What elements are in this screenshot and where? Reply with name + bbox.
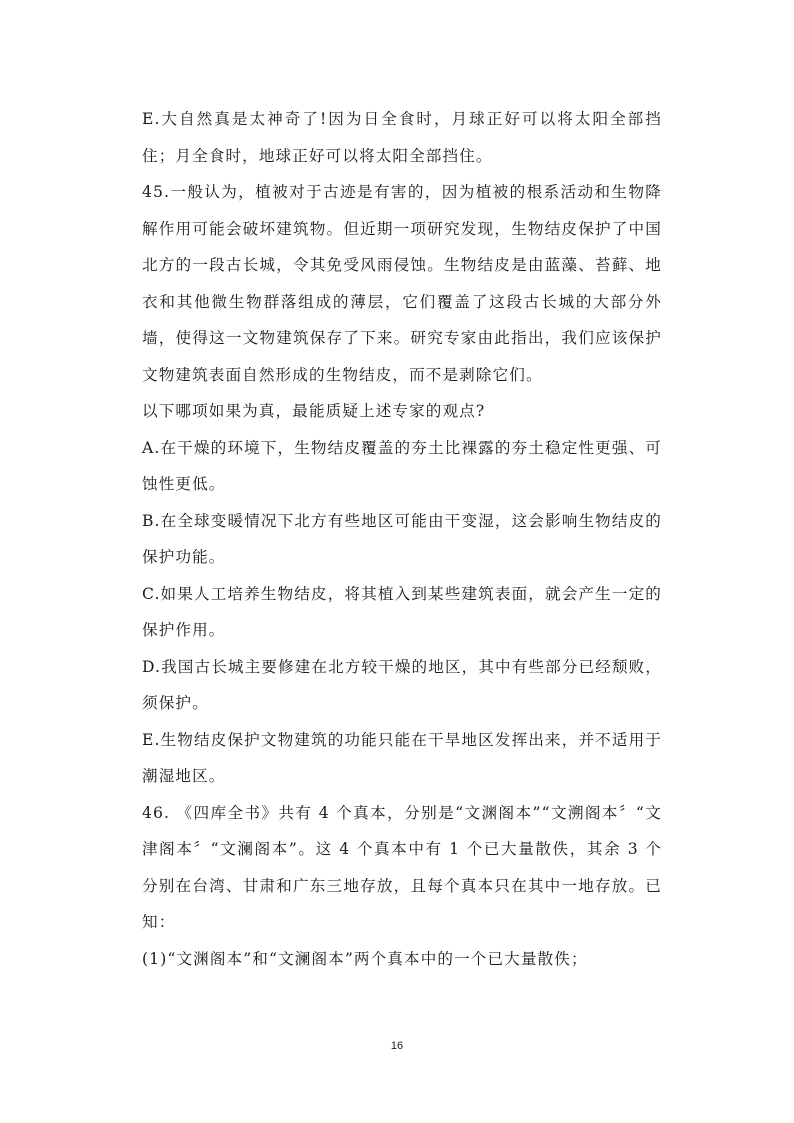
page-number: 16 bbox=[390, 1040, 404, 1052]
q46-stem: 46. 《四库全书》共有 4 个真本，分别是“文渊阁本”“文溯阁本〞“文津阁本〞“文澜阁本”。这 4 个真本中有 1 个已大量散佚，其余 3 个分别在台湾、甘肃和广东三地存放，且每个真本只在其中一地存放。已知： bbox=[142, 803, 662, 931]
q46-condition-1: (1)“文渊阁本”和“文澜阁本”两个真本中的一个已大量散佚； bbox=[142, 949, 588, 968]
q45-question: 以下哪项如果为真，最能质疑上述专家的观点? bbox=[142, 402, 486, 420]
q45-stem: 45.一般认为，植被对于古迹是有害的，因为植被的根系活动和生物降解作用可能会破坏建筑物。但近期一项研究发现，生物结皮保护了中国北方的一段古长城，令其免受风雨侵蚀。生物结皮是由蓝藻、苔藓、地衣和其他微生物群落组成的薄层，它们覆盖了这段古长城的大部分外墙，使得这一文物建筑保存了下来。研究专家由此指出，我们应该保护文物建筑表面自然形成的生物结皮，而不是剥除它们。 bbox=[142, 183, 662, 384]
q45-option-a: A.在干燥的环境下，生物结皮覆盖的夯土比裸露的夯土稳定性更强、可蚀性更低。 bbox=[142, 438, 662, 493]
q45-option-c: C.如果人工培养生物结皮，将其植入到某些建筑表面，就会产生一定的保护作用。 bbox=[142, 584, 662, 639]
q45-option-b: B.在全球变暖情况下北方有些地区可能由干变湿，这会影响生物结皮的保护功能。 bbox=[142, 511, 662, 566]
q44-option-e: E.大自然真是太神奇了!因为日全食时，月球正好可以将太阳全部挡住；月全食时，地球正好可以将太阳全部挡住。 bbox=[142, 110, 662, 165]
q45-option-d: D.我国古长城主要修建在北方较干燥的地区，其中有些部分已经颓败，须保护。 bbox=[142, 657, 662, 712]
page-content bbox=[142, 101, 662, 977]
q45-option-e: E.生物结皮保护文物建筑的功能只能在干旱地区发挥出来，并不适用于潮湿地区。 bbox=[142, 730, 662, 785]
